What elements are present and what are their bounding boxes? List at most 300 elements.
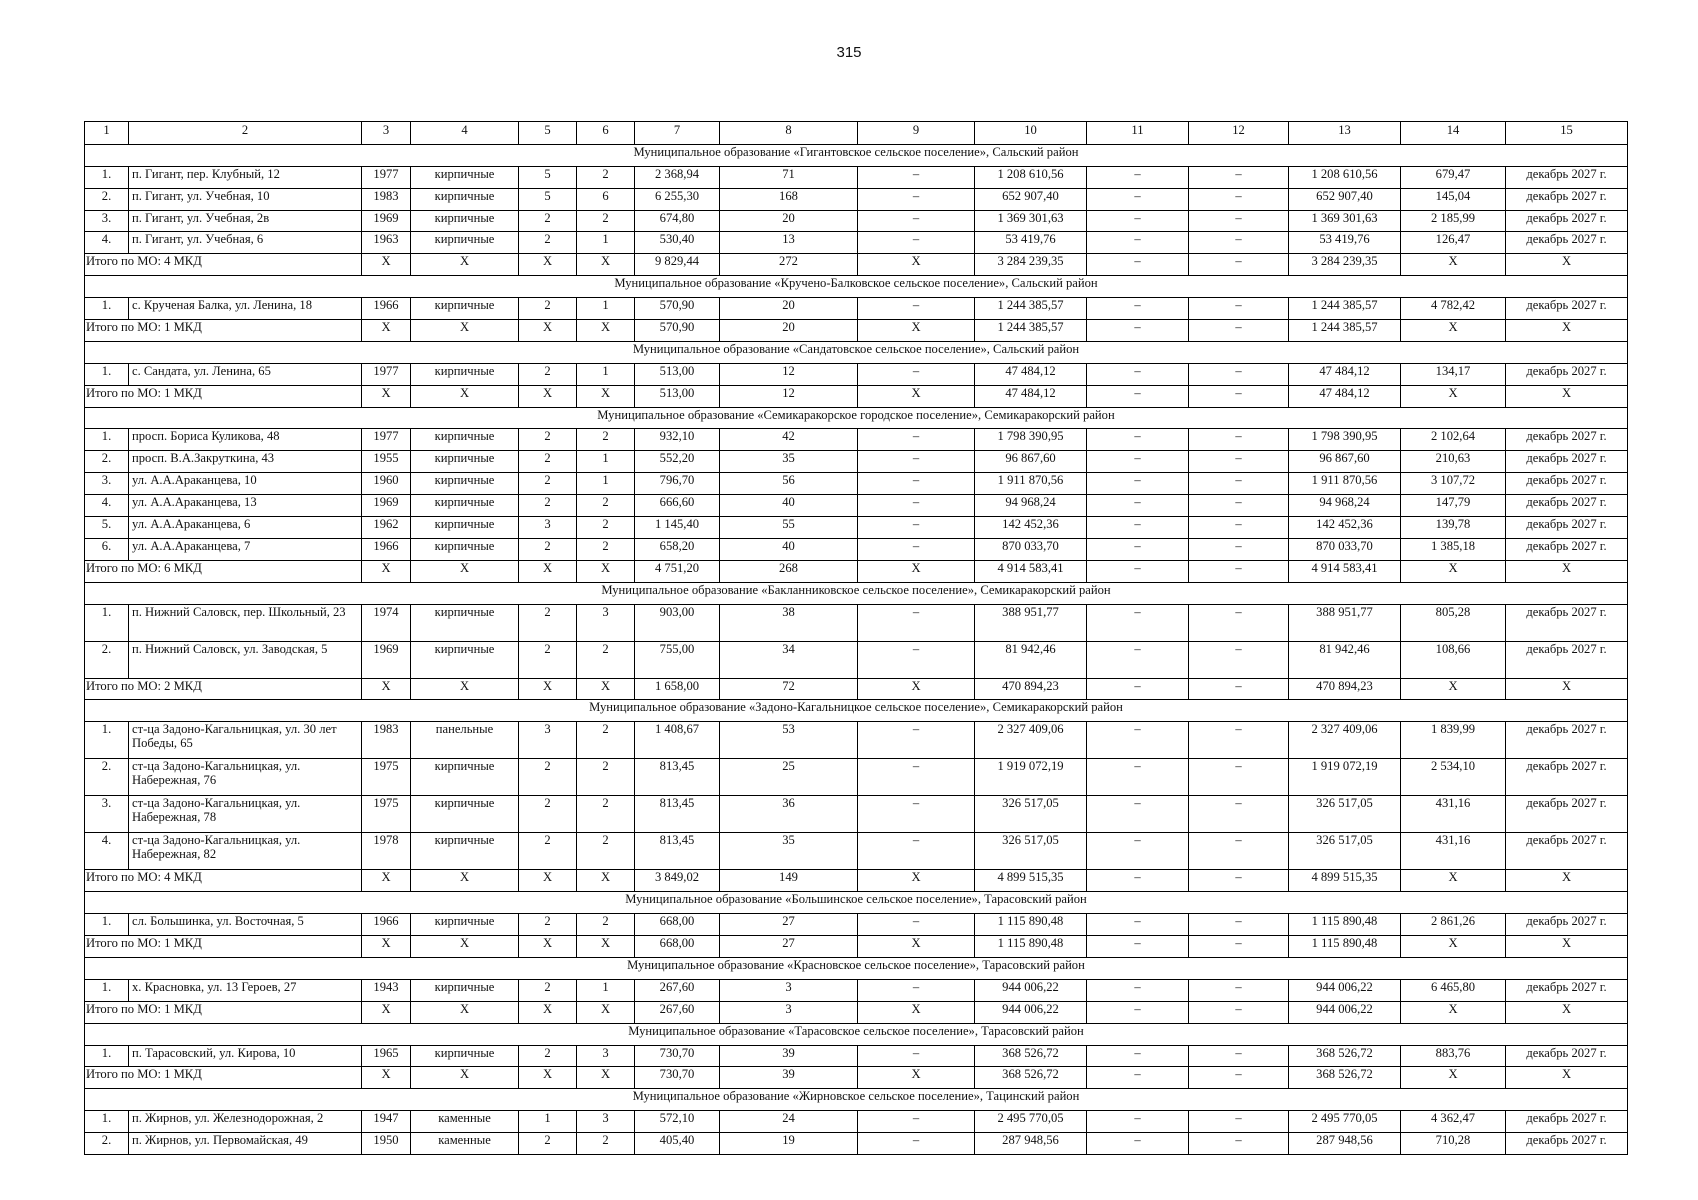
table-cell: ст-ца Задоно-Кагальницкая, ул. 30 лет Победы, 65 (129, 722, 362, 759)
table-cell: – (1087, 1067, 1189, 1089)
table-cell: X (362, 936, 411, 958)
table-cell: 40 (720, 538, 858, 560)
table-cell: 1966 (362, 914, 411, 936)
table-cell: 1965 (362, 1045, 411, 1067)
table-cell: 710,28 (1401, 1133, 1506, 1155)
table-cell: 730,70 (635, 1067, 720, 1089)
table-cell: 1 (577, 979, 635, 1001)
table-cell: декабрь 2027 г. (1506, 833, 1628, 870)
table-cell: 1 115 890,48 (975, 936, 1087, 958)
table-cell: 47 484,12 (1289, 363, 1401, 385)
table-cell: 513,00 (635, 363, 720, 385)
table-cell: 3 (519, 722, 577, 759)
table-cell: 4 914 583,41 (1289, 560, 1401, 582)
table-cell: – (1189, 1133, 1289, 1155)
table-cell: 81 942,46 (975, 641, 1087, 678)
table-cell: 470 894,23 (1289, 678, 1401, 700)
table-cell: декабрь 2027 г. (1506, 914, 1628, 936)
table-cell: – (858, 232, 975, 254)
table-cell: X (858, 678, 975, 700)
table-cell: X (519, 678, 577, 700)
table-cell: 1. (85, 298, 129, 320)
table-cell: 1983 (362, 188, 411, 210)
table-cell: декабрь 2027 г. (1506, 1111, 1628, 1133)
table-cell: 3 (577, 604, 635, 641)
section-title: Муниципальное образование «Тарасовское сельское поселение», Тарасовский район (85, 1023, 1628, 1045)
table-cell: 1. (85, 979, 129, 1001)
table-cell: ул. А.А.Араканцева, 7 (129, 538, 362, 560)
table-cell: – (1087, 1111, 1189, 1133)
table-cell: 388 951,77 (975, 604, 1087, 641)
table-cell: ул. А.А.Араканцева, 13 (129, 495, 362, 517)
table-cell: 1 658,00 (635, 678, 720, 700)
column-header: 12 (1189, 122, 1289, 145)
table-cell: 2 (519, 1045, 577, 1067)
table-row (85, 1133, 1628, 1155)
table-cell: просп. В.А.Закруткина, 43 (129, 451, 362, 473)
table-cell: – (1087, 678, 1189, 700)
table-cell: 1 798 390,95 (1289, 429, 1401, 451)
table-cell: 1 798 390,95 (975, 429, 1087, 451)
table-cell: 1 (577, 473, 635, 495)
table-cell: кирпичные (411, 833, 519, 870)
table-row (85, 796, 1628, 833)
table-cell: 55 (720, 517, 858, 539)
section-title: Муниципальное образование «Кручено-Балковское сельское поселение», Сальский район (85, 276, 1628, 298)
table-cell: 2 (577, 210, 635, 232)
table-cell: – (1087, 936, 1189, 958)
column-header: 13 (1289, 122, 1401, 145)
table-row (85, 914, 1628, 936)
table-cell: декабрь 2027 г. (1506, 429, 1628, 451)
table-cell: 805,28 (1401, 604, 1506, 641)
table-cell: – (858, 604, 975, 641)
table-cell: просп. Бориса Куликова, 48 (129, 429, 362, 451)
table-cell: 1. (85, 1045, 129, 1067)
table-cell: 96 867,60 (975, 451, 1087, 473)
table-cell: X (362, 320, 411, 342)
table-cell: 1983 (362, 722, 411, 759)
table-cell: декабрь 2027 г. (1506, 451, 1628, 473)
table-cell: 1 (577, 363, 635, 385)
table-row (85, 298, 1628, 320)
table-cell: X (519, 936, 577, 958)
table-cell: п. Гигант, пер. Клубный, 12 (129, 166, 362, 188)
table-cell: X (362, 678, 411, 700)
table-cell: 27 (720, 914, 858, 936)
table-cell: 2. (85, 451, 129, 473)
total-row (85, 560, 1628, 582)
table-row (85, 1045, 1628, 1067)
table-cell: 1955 (362, 451, 411, 473)
table-cell: – (858, 495, 975, 517)
table-cell: 13 (720, 232, 858, 254)
table-cell: 3. (85, 210, 129, 232)
table-cell: каменные (411, 1111, 519, 1133)
table-cell: 42 (720, 429, 858, 451)
table-cell: 71 (720, 166, 858, 188)
table-cell: X (577, 385, 635, 407)
table-cell: 2 (577, 517, 635, 539)
table-header-row (85, 122, 1628, 145)
column-header: 11 (1087, 122, 1189, 145)
table-cell: 3 (519, 517, 577, 539)
table-cell: 870 033,70 (1289, 538, 1401, 560)
section-title: Муниципальное образование «Гигантовское сельское поселение», Сальский район (85, 144, 1628, 166)
table-cell: 2. (85, 641, 129, 678)
table-cell: – (1087, 517, 1189, 539)
table-cell: – (858, 517, 975, 539)
table-cell: 6 255,30 (635, 188, 720, 210)
table-cell: кирпичные (411, 188, 519, 210)
table-cell: 431,16 (1401, 796, 1506, 833)
total-row (85, 1001, 1628, 1023)
column-header: 5 (519, 122, 577, 145)
table-cell: 147,79 (1401, 495, 1506, 517)
table-cell: 1 911 870,56 (975, 473, 1087, 495)
table-cell: – (1087, 495, 1189, 517)
table-cell: X (858, 385, 975, 407)
table-cell: 4. (85, 232, 129, 254)
table-cell: декабрь 2027 г. (1506, 517, 1628, 539)
table-cell: X (519, 1067, 577, 1089)
table-cell: – (1189, 166, 1289, 188)
table-cell: 139,78 (1401, 517, 1506, 539)
section-row (85, 341, 1628, 363)
table-cell: – (1087, 363, 1189, 385)
table-cell: 2. (85, 1133, 129, 1155)
table-cell: 2 (577, 914, 635, 936)
table-cell: ст-ца Задоно-Кагальницкая, ул. Набережная, 78 (129, 796, 362, 833)
table-cell: 1 244 385,57 (1289, 320, 1401, 342)
table-cell: 1962 (362, 517, 411, 539)
table-cell: 2 (577, 796, 635, 833)
table-cell: 20 (720, 210, 858, 232)
table-cell: X (1506, 385, 1628, 407)
table-cell: 3 849,02 (635, 870, 720, 892)
section-title: Муниципальное образование «Жирновское сельское поселение», Тацинский район (85, 1089, 1628, 1111)
table-cell: – (1189, 538, 1289, 560)
table-row (85, 538, 1628, 560)
table-cell: – (1189, 320, 1289, 342)
table-cell: 12 (720, 363, 858, 385)
data-table (84, 121, 1628, 1155)
table-cell: 24 (720, 1111, 858, 1133)
table-cell: 3 (577, 1111, 635, 1133)
table-cell: 1. (85, 1111, 129, 1133)
table-cell: 145,04 (1401, 188, 1506, 210)
table-cell: ст-ца Задоно-Кагальницкая, ул. Набережная, 82 (129, 833, 362, 870)
table-cell: X (1401, 320, 1506, 342)
table-cell: 368 526,72 (1289, 1045, 1401, 1067)
table-cell: 668,00 (635, 936, 720, 958)
table-cell: 1. (85, 604, 129, 641)
table-row (85, 363, 1628, 385)
table-cell: 272 (720, 254, 858, 276)
table-cell: 2 (577, 641, 635, 678)
table-cell: 53 419,76 (1289, 232, 1401, 254)
table-cell: 2 (577, 1133, 635, 1155)
table-cell: X (577, 320, 635, 342)
table-cell: X (858, 320, 975, 342)
table-cell: 570,90 (635, 298, 720, 320)
table-cell: 9 829,44 (635, 254, 720, 276)
table-row (85, 232, 1628, 254)
table-cell: 368 526,72 (975, 1045, 1087, 1067)
table-cell: 2 (519, 914, 577, 936)
table-cell: 326 517,05 (975, 796, 1087, 833)
table-cell: – (858, 451, 975, 473)
table-cell: 5 (519, 188, 577, 210)
table-cell: 944 006,22 (975, 979, 1087, 1001)
table-cell: декабрь 2027 г. (1506, 166, 1628, 188)
table-cell: 1969 (362, 495, 411, 517)
table-cell: 883,76 (1401, 1045, 1506, 1067)
table-cell: – (1189, 363, 1289, 385)
total-label: Итого по МО: 1 МКД (85, 1067, 362, 1089)
table-cell: 142 452,36 (1289, 517, 1401, 539)
table-row (85, 210, 1628, 232)
table-cell: кирпичные (411, 495, 519, 517)
table-cell: 1969 (362, 641, 411, 678)
table-cell: 2 327 409,06 (1289, 722, 1401, 759)
table-cell: 932,10 (635, 429, 720, 451)
table-cell: 326 517,05 (1289, 833, 1401, 870)
table-cell: 2 (577, 833, 635, 870)
table-cell: декабрь 2027 г. (1506, 1045, 1628, 1067)
table-cell: 572,10 (635, 1111, 720, 1133)
table-cell: 1 244 385,57 (1289, 298, 1401, 320)
table-cell: – (1189, 451, 1289, 473)
table-cell: 2. (85, 759, 129, 796)
table-cell: 1 369 301,63 (975, 210, 1087, 232)
table-cell: 2 (577, 538, 635, 560)
table-cell: 652 907,40 (975, 188, 1087, 210)
table-cell: 388 951,77 (1289, 604, 1401, 641)
table-cell: – (1087, 870, 1189, 892)
table-cell: 1 208 610,56 (1289, 166, 1401, 188)
table-cell: X (519, 1001, 577, 1023)
table-cell: – (1189, 560, 1289, 582)
table-cell: кирпичные (411, 796, 519, 833)
table-cell: 6 (577, 188, 635, 210)
table-cell: п. Гигант, ул. Учебная, 10 (129, 188, 362, 210)
section-title: Муниципальное образование «Красновское сельское поселение», Тарасовский район (85, 957, 1628, 979)
total-label: Итого по МО: 1 МКД (85, 385, 362, 407)
table-cell: X (1401, 678, 1506, 700)
table-cell: 2 327 409,06 (975, 722, 1087, 759)
table-cell: кирпичные (411, 538, 519, 560)
table-cell: – (1189, 385, 1289, 407)
total-row (85, 254, 1628, 276)
table-cell: 81 942,46 (1289, 641, 1401, 678)
table-cell: 1 244 385,57 (975, 320, 1087, 342)
table-cell: – (1189, 495, 1289, 517)
table-cell: X (519, 560, 577, 582)
table-cell: 530,40 (635, 232, 720, 254)
table-cell: панельные (411, 722, 519, 759)
table-cell: кирпичные (411, 473, 519, 495)
table-cell: п. Жирнов, ул. Первомайская, 49 (129, 1133, 362, 1155)
table-cell: 1 408,67 (635, 722, 720, 759)
table-cell: – (1189, 870, 1289, 892)
table-cell: 56 (720, 473, 858, 495)
table-cell: 5. (85, 517, 129, 539)
table-cell: декабрь 2027 г. (1506, 796, 1628, 833)
table-cell: 12 (720, 385, 858, 407)
table-cell: с. Сандата, ул. Ленина, 65 (129, 363, 362, 385)
table-row (85, 1111, 1628, 1133)
table-cell: 1950 (362, 1133, 411, 1155)
table-cell: X (858, 936, 975, 958)
table-cell: 4 782,42 (1401, 298, 1506, 320)
table-cell: 755,00 (635, 641, 720, 678)
table-cell: – (1087, 796, 1189, 833)
table-cell: 142 452,36 (975, 517, 1087, 539)
table-row (85, 979, 1628, 1001)
table-cell: – (1087, 385, 1189, 407)
section-row (85, 892, 1628, 914)
table-cell: – (1189, 473, 1289, 495)
table-cell: – (858, 979, 975, 1001)
section-title: Муниципальное образование «Сандатовское сельское поселение», Сальский район (85, 341, 1628, 363)
table-cell: 368 526,72 (1289, 1067, 1401, 1089)
table-cell: – (1189, 232, 1289, 254)
table-cell: X (858, 254, 975, 276)
table-cell: – (1189, 914, 1289, 936)
table-cell: п. Тарасовский, ул. Кирова, 10 (129, 1045, 362, 1067)
table-cell: X (411, 254, 519, 276)
table-cell: 1 115 890,48 (1289, 914, 1401, 936)
table-cell: 1977 (362, 166, 411, 188)
table-cell: 4 914 583,41 (975, 560, 1087, 582)
table-cell: кирпичные (411, 517, 519, 539)
table-cell: – (858, 833, 975, 870)
table-cell: 3 284 239,35 (1289, 254, 1401, 276)
table-cell: 2 (519, 232, 577, 254)
table-cell: 2 (519, 833, 577, 870)
column-header: 1 (85, 122, 129, 145)
column-header: 15 (1506, 122, 1628, 145)
table-cell: 1 (577, 298, 635, 320)
table-cell: 1 369 301,63 (1289, 210, 1401, 232)
table-cell: – (1189, 833, 1289, 870)
table-cell: 1947 (362, 1111, 411, 1133)
table-cell: 3 (720, 979, 858, 1001)
table-cell: X (362, 1067, 411, 1089)
table-cell: декабрь 2027 г. (1506, 298, 1628, 320)
table-cell: 72 (720, 678, 858, 700)
table-cell: 1978 (362, 833, 411, 870)
table-cell: декабрь 2027 г. (1506, 1133, 1628, 1155)
table-row (85, 429, 1628, 451)
column-header: 2 (129, 122, 362, 145)
table-cell: X (1506, 560, 1628, 582)
table-cell: кирпичные (411, 641, 519, 678)
total-label: Итого по МО: 2 МКД (85, 678, 362, 700)
table-cell: – (1189, 759, 1289, 796)
table-cell: X (362, 870, 411, 892)
table-cell: – (1087, 210, 1189, 232)
table-cell: 4 899 515,35 (975, 870, 1087, 892)
table-cell: ст-ца Задоно-Кагальницкая, ул. Набережная, 76 (129, 759, 362, 796)
table-cell: 1 115 890,48 (1289, 936, 1401, 958)
table-cell: 4 362,47 (1401, 1111, 1506, 1133)
table-cell: X (1506, 678, 1628, 700)
table-cell: – (858, 429, 975, 451)
table-cell: X (362, 1001, 411, 1023)
table-cell: 6 465,80 (1401, 979, 1506, 1001)
table-cell: декабрь 2027 г. (1506, 473, 1628, 495)
table-cell: 94 968,24 (1289, 495, 1401, 517)
table-cell: X (577, 560, 635, 582)
table-cell: 3 284 239,35 (975, 254, 1087, 276)
table-cell: X (519, 320, 577, 342)
section-row (85, 407, 1628, 429)
table-cell: декабрь 2027 г. (1506, 538, 1628, 560)
table-cell: – (1087, 320, 1189, 342)
table-cell: 210,63 (1401, 451, 1506, 473)
table-cell: 134,17 (1401, 363, 1506, 385)
table-cell: – (1087, 1045, 1189, 1067)
table-cell: 39 (720, 1067, 858, 1089)
table-cell: 668,00 (635, 914, 720, 936)
table-cell: 1966 (362, 298, 411, 320)
table-cell: 1975 (362, 759, 411, 796)
table-cell: – (858, 1111, 975, 1133)
table-cell: 552,20 (635, 451, 720, 473)
table-cell: х. Красновка, ул. 13 Героев, 27 (129, 979, 362, 1001)
total-label: Итого по МО: 1 МКД (85, 936, 362, 958)
table-cell: – (1087, 232, 1189, 254)
table-cell: 2 (519, 210, 577, 232)
table-cell: 1966 (362, 538, 411, 560)
table-cell: 813,45 (635, 759, 720, 796)
table-cell: кирпичные (411, 429, 519, 451)
table-cell: 405,40 (635, 1133, 720, 1155)
table-cell: 47 484,12 (975, 363, 1087, 385)
table-row (85, 722, 1628, 759)
table-cell: X (577, 870, 635, 892)
table-cell: – (858, 538, 975, 560)
table-cell: 53 (720, 722, 858, 759)
table-cell: 2 861,26 (1401, 914, 1506, 936)
table-cell: кирпичные (411, 166, 519, 188)
table-cell: 431,16 (1401, 833, 1506, 870)
table-cell: 2 (519, 979, 577, 1001)
table-cell: 4. (85, 833, 129, 870)
table-cell: 267,60 (635, 1001, 720, 1023)
table-cell: X (411, 560, 519, 582)
table-cell: 47 484,12 (975, 385, 1087, 407)
page-number: 315 (836, 44, 862, 61)
table-cell: X (858, 870, 975, 892)
table-cell: 2 (519, 604, 577, 641)
table-cell: 2. (85, 188, 129, 210)
table-cell: 287 948,56 (1289, 1133, 1401, 1155)
column-header: 10 (975, 122, 1087, 145)
table-cell: – (1189, 254, 1289, 276)
table-cell: 168 (720, 188, 858, 210)
column-header: 4 (411, 122, 519, 145)
table-cell: – (1189, 979, 1289, 1001)
table-cell: – (1087, 429, 1189, 451)
table-cell: ул. А.А.Араканцева, 10 (129, 473, 362, 495)
table-cell: 2 495 770,05 (1289, 1111, 1401, 1133)
table-cell: – (1087, 451, 1189, 473)
table-cell: 1. (85, 363, 129, 385)
table-cell: 2 (519, 429, 577, 451)
